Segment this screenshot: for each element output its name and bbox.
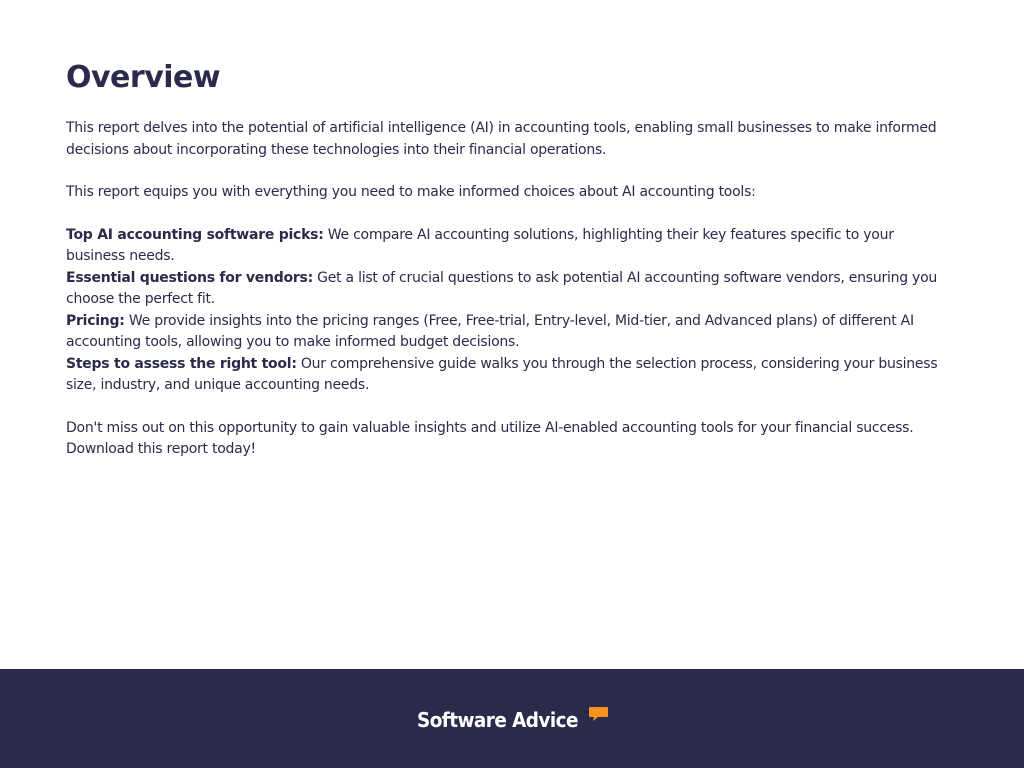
logo-text: Software Advice — [417, 708, 578, 732]
list-item-text: We compare AI accounting solutions, highlighting their key features specific to your business needs. — [66, 226, 894, 264]
page-title: Overview — [66, 60, 221, 95]
intro-summary: This report equips you with everything you need to make informed choices about AI accounting tools: — [66, 184, 756, 200]
list-item-text: We provide insights into the pricing ranges (Free, Free-trial, Entry-level, Mid-tier, and Advanced plans) of different AI accounting tools, allowing you to make informed budget decisions. — [66, 312, 914, 350]
call-to-action: Download this report today! — [66, 441, 256, 457]
closing-line: Don't miss out on this opportunity to gain valuable insights and utilize AI-enabled accounting tools for your financial success. — [66, 419, 914, 436]
software-advice-logo — [417, 706, 592, 736]
list-item — [66, 311, 956, 354]
list-item-text: Our comprehensive guide walks you through the selection process, considering your business size, industry, and unique accounting needs. — [66, 355, 938, 393]
list-item — [66, 225, 956, 268]
list-item-term: Pricing: — [66, 312, 125, 329]
list-item-term: Top AI accounting software picks: — [66, 226, 324, 243]
list-item — [66, 354, 956, 397]
list-item — [66, 268, 956, 311]
closing-paragraph — [66, 418, 956, 461]
list-item-text: Get a list of crucial questions to ask potential AI accounting software vendors, ensuring you choose the perfect fit. — [66, 269, 938, 307]
list-item-term: Steps to assess the right tool: — [66, 355, 297, 372]
list-item-term: Essential questions for vendors: — [66, 269, 313, 286]
feature-list — [66, 225, 956, 397]
main-content — [66, 58, 956, 461]
speech-bubble-icon — [589, 707, 608, 722]
intro-paragraph: This report delves into the potential of artificial intelligence (AI) in accounting tools, enabling small businesses to make informed decisions about incorporating these technologies into their financial operations. — [66, 120, 937, 158]
